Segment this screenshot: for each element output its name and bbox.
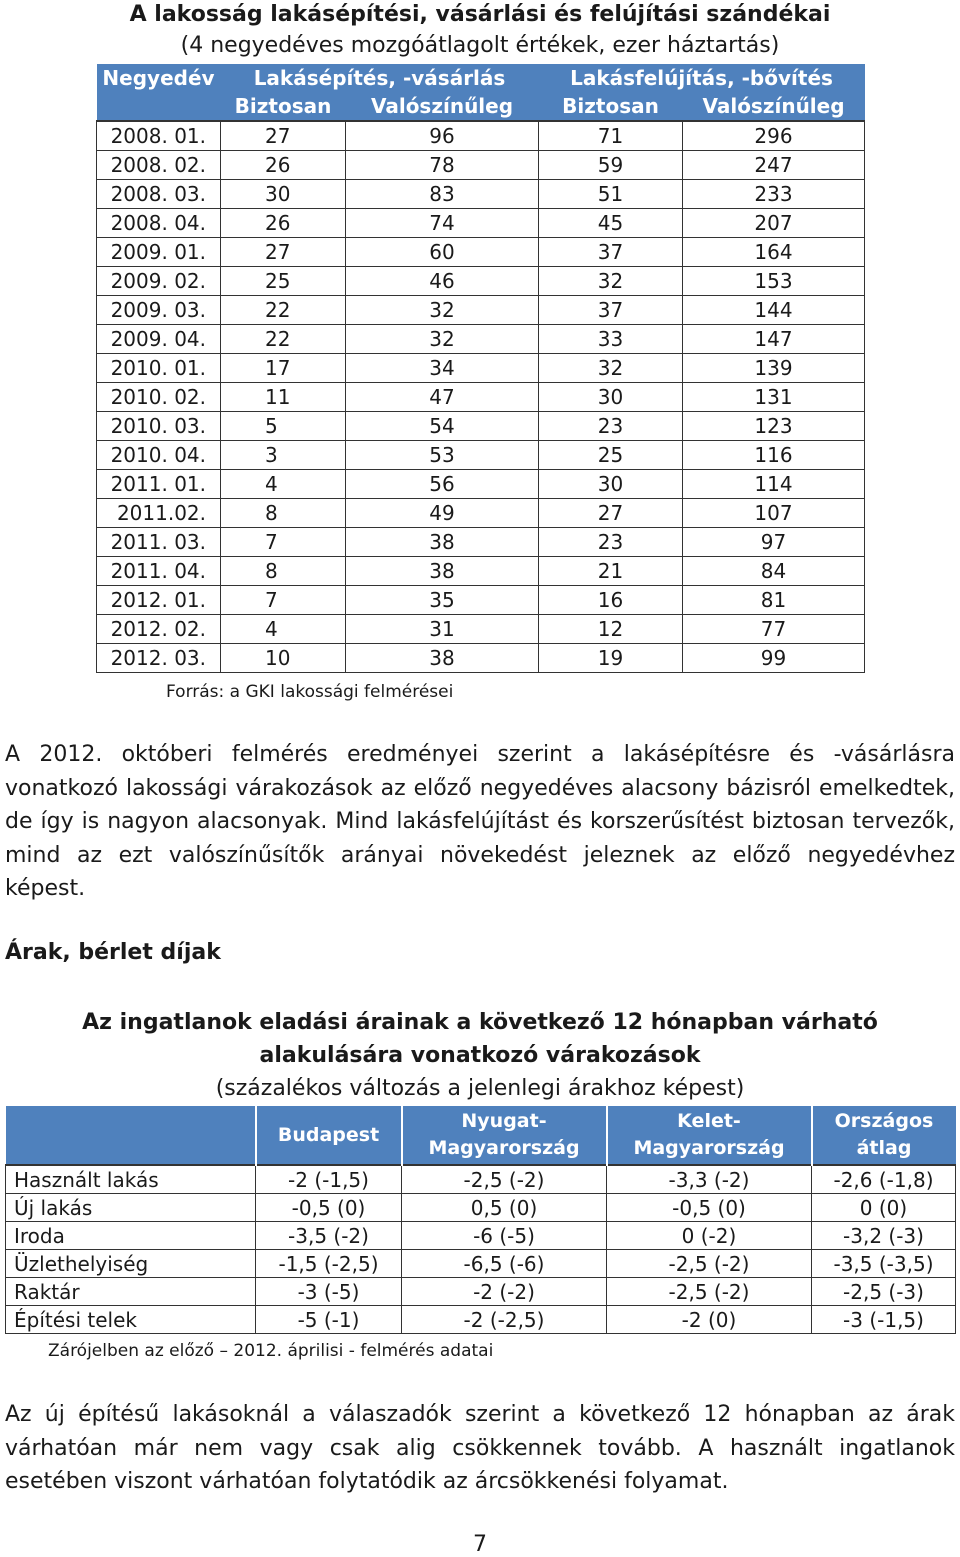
quarter-cell: 2011. 01. <box>97 470 221 499</box>
value-cell: 32 <box>346 296 539 325</box>
paragraph-1: A 2012. októberi felmérés eredményei szerint a lakásépítésre és -vásárlásra vonatkozó lakossági várakozások az előző negyedéves alacsony bázisról emelkedtek, de így is nagyon alacsonyak. Mind lakásfelújítást és korszerűsítést biztosan tervezők, mind az ezt valószínűsítők arányai növekedést jeleznek az előző negyedévhez képest. <box>5 742 955 901</box>
value-cell: 30 <box>539 383 683 412</box>
quarter-cell: 2011. 04. <box>97 557 221 586</box>
value-cell: 296 <box>683 121 865 151</box>
intentions-table-body <box>97 121 865 673</box>
table-row <box>97 499 865 528</box>
value-cell: 7 <box>221 586 346 615</box>
value-cell: 22 <box>221 296 346 325</box>
header-east: Kelet- Magyarország <box>607 1106 812 1165</box>
value-cell: 153 <box>683 267 865 296</box>
value-cell: 51 <box>539 180 683 209</box>
value-cell: 19 <box>539 644 683 673</box>
value-cell: -3 (-5) <box>256 1278 402 1306</box>
value-cell: 0 (0) <box>812 1194 956 1222</box>
value-cell: 84 <box>683 557 865 586</box>
quarter-cell: 2010. 02. <box>97 383 221 412</box>
table2-title-line3: (százalékos változás a jelenlegi árakhoz képest) <box>215 1076 745 1101</box>
value-cell: -2,5 (-3) <box>812 1278 956 1306</box>
value-cell: 30 <box>539 470 683 499</box>
table-row <box>6 1250 956 1278</box>
value-cell: 23 <box>539 412 683 441</box>
paragraph-2: Az új építésű lakásoknál a válaszadók szerint a következő 12 hónapban az árak várhatóan már nem vagy csak alig csökkennek tovább. A használt ingatlanok esetében viszont várhatóan folytatódik az árcsökkenési folyamat. <box>5 1402 955 1494</box>
quarter-cell: 2012. 01. <box>97 586 221 615</box>
value-cell: -3,5 (-2) <box>256 1222 402 1250</box>
quarter-cell: 2008. 01. <box>97 121 221 151</box>
table2-title-line1: Az ingatlanok eladási árainak a következő 12 hónapban várható <box>82 1010 878 1035</box>
value-cell: 147 <box>683 325 865 354</box>
value-cell: 5 <box>221 412 346 441</box>
price-table-body <box>6 1165 956 1334</box>
value-cell: 3 <box>221 441 346 470</box>
value-cell: -2,5 (-2) <box>402 1165 607 1194</box>
value-cell: 17 <box>221 354 346 383</box>
table-row <box>97 180 865 209</box>
header-quarter: Negyedév <box>97 64 221 121</box>
table2-title-line2: alakulására vonatkozó várakozások <box>259 1043 701 1068</box>
value-cell: 99 <box>683 644 865 673</box>
value-cell: 32 <box>539 267 683 296</box>
value-cell: 8 <box>221 499 346 528</box>
quarter-cell: 2011. 03. <box>97 528 221 557</box>
header-west: Nyugat- Magyarország <box>402 1106 607 1165</box>
value-cell: 38 <box>346 644 539 673</box>
value-cell: 77 <box>683 615 865 644</box>
value-cell: -0,5 (0) <box>607 1194 812 1222</box>
table1-source: Forrás: a GKI lakossági felmérései <box>166 682 454 702</box>
value-cell: 32 <box>539 354 683 383</box>
value-cell: 74 <box>346 209 539 238</box>
value-cell: 114 <box>683 470 865 499</box>
intentions-table <box>96 64 865 673</box>
value-cell: 96 <box>346 121 539 151</box>
value-cell: 27 <box>221 121 346 151</box>
table-row <box>97 238 865 267</box>
table-row <box>97 267 865 296</box>
quarter-cell: 2008. 02. <box>97 151 221 180</box>
value-cell: -3,2 (-3) <box>812 1222 956 1250</box>
header-budapest: Budapest <box>256 1106 402 1165</box>
table-row <box>6 1165 956 1194</box>
value-cell: 37 <box>539 238 683 267</box>
table-row <box>97 383 865 412</box>
value-cell: 38 <box>346 528 539 557</box>
table-row <box>97 209 865 238</box>
quarter-cell: 2008. 04. <box>97 209 221 238</box>
table-row <box>6 1222 956 1250</box>
value-cell: -1,5 (-2,5) <box>256 1250 402 1278</box>
value-cell: 11 <box>221 383 346 412</box>
value-cell: 78 <box>346 151 539 180</box>
header-national: Országos átlag <box>812 1106 956 1165</box>
value-cell: 123 <box>683 412 865 441</box>
value-cell: 27 <box>539 499 683 528</box>
header-group-construction: Lakásépítés, -vásárlás <box>221 64 539 92</box>
value-cell: 0 (-2) <box>607 1222 812 1250</box>
table-row <box>6 1278 956 1306</box>
property-type-cell: Üzlethelyiség <box>6 1250 256 1278</box>
quarter-cell: 2009. 01. <box>97 238 221 267</box>
table-row <box>97 441 865 470</box>
header-sub: Valószínűleg <box>683 92 865 121</box>
quarter-cell: 2008. 03. <box>97 180 221 209</box>
value-cell: 25 <box>539 441 683 470</box>
value-cell: 32 <box>346 325 539 354</box>
quarter-cell: 2011.02. <box>97 499 221 528</box>
value-cell: -3,5 (-3,5) <box>812 1250 956 1278</box>
value-cell: 207 <box>683 209 865 238</box>
property-type-cell: Raktár <box>6 1278 256 1306</box>
value-cell: -2,6 (-1,8) <box>812 1165 956 1194</box>
header-group-renovation: Lakásfelújítás, -bővítés <box>539 64 865 92</box>
value-cell: 7 <box>221 528 346 557</box>
value-cell: 38 <box>346 557 539 586</box>
table-row <box>97 644 865 673</box>
value-cell: -2,5 (-2) <box>607 1278 812 1306</box>
page-number: 7 <box>473 1532 487 1557</box>
value-cell: 23 <box>539 528 683 557</box>
value-cell: -2 (0) <box>607 1306 812 1334</box>
quarter-cell: 2010. 01. <box>97 354 221 383</box>
value-cell: 10 <box>221 644 346 673</box>
value-cell: 107 <box>683 499 865 528</box>
value-cell: 26 <box>221 151 346 180</box>
value-cell: 164 <box>683 238 865 267</box>
table-row <box>97 615 865 644</box>
value-cell: 59 <box>539 151 683 180</box>
value-cell: 54 <box>346 412 539 441</box>
value-cell: 16 <box>539 586 683 615</box>
value-cell: 4 <box>221 470 346 499</box>
value-cell: 139 <box>683 354 865 383</box>
table-row <box>97 470 865 499</box>
value-cell: 45 <box>539 209 683 238</box>
value-cell: 26 <box>221 209 346 238</box>
price-expectations-table <box>5 1106 956 1334</box>
value-cell: 116 <box>683 441 865 470</box>
header-sub: Valószínűleg <box>346 92 539 121</box>
quarter-cell: 2009. 02. <box>97 267 221 296</box>
value-cell: 56 <box>346 470 539 499</box>
value-cell: -6 (-5) <box>402 1222 607 1250</box>
value-cell: 60 <box>346 238 539 267</box>
value-cell: 71 <box>539 121 683 151</box>
value-cell: 8 <box>221 557 346 586</box>
value-cell: 49 <box>346 499 539 528</box>
property-type-cell: Használt lakás <box>6 1165 256 1194</box>
table1-subtitle: (4 negyedéves mozgóátlagolt értékek, ezer háztartás) <box>180 33 780 58</box>
quarter-cell: 2012. 02. <box>97 615 221 644</box>
value-cell: 0,5 (0) <box>402 1194 607 1222</box>
value-cell: -2 (-2) <box>402 1278 607 1306</box>
table2-note: Zárójelben az előző – 2012. áprilisi - felmérés adatai <box>48 1341 494 1361</box>
value-cell: 35 <box>346 586 539 615</box>
value-cell: -0,5 (0) <box>256 1194 402 1222</box>
quarter-cell: 2010. 04. <box>97 441 221 470</box>
value-cell: 12 <box>539 615 683 644</box>
value-cell: 31 <box>346 615 539 644</box>
header-sub: Biztosan <box>539 92 683 121</box>
quarter-cell: 2009. 04. <box>97 325 221 354</box>
table-row <box>97 528 865 557</box>
value-cell: -2,5 (-2) <box>607 1250 812 1278</box>
value-cell: 37 <box>539 296 683 325</box>
value-cell: 131 <box>683 383 865 412</box>
header-empty <box>6 1106 256 1165</box>
table-row <box>97 121 865 151</box>
table-row <box>97 557 865 586</box>
value-cell: 247 <box>683 151 865 180</box>
section-title: Árak, bérlet díjak <box>5 940 221 965</box>
value-cell: 4 <box>221 615 346 644</box>
table-row <box>97 151 865 180</box>
table1-title: A lakosság lakásépítési, vásárlási és felújítási szándékai <box>129 2 831 27</box>
value-cell: -3 (-1,5) <box>812 1306 956 1334</box>
value-cell: -2 (-1,5) <box>256 1165 402 1194</box>
value-cell: 34 <box>346 354 539 383</box>
value-cell: 30 <box>221 180 346 209</box>
value-cell: 33 <box>539 325 683 354</box>
value-cell: -5 (-1) <box>256 1306 402 1334</box>
property-type-cell: Iroda <box>6 1222 256 1250</box>
value-cell: 97 <box>683 528 865 557</box>
value-cell: 27 <box>221 238 346 267</box>
property-type-cell: Építési telek <box>6 1306 256 1334</box>
table-row <box>97 296 865 325</box>
table-row <box>97 325 865 354</box>
value-cell: 81 <box>683 586 865 615</box>
value-cell: -2 (-2,5) <box>402 1306 607 1334</box>
value-cell: -6,5 (-6) <box>402 1250 607 1278</box>
table-row <box>97 586 865 615</box>
table-row <box>97 412 865 441</box>
property-type-cell: Új lakás <box>6 1194 256 1222</box>
table-row <box>97 354 865 383</box>
value-cell: 21 <box>539 557 683 586</box>
table-row <box>6 1306 956 1334</box>
table-row <box>6 1194 956 1222</box>
header-sub: Biztosan <box>221 92 346 121</box>
value-cell: 47 <box>346 383 539 412</box>
value-cell: 144 <box>683 296 865 325</box>
value-cell: 25 <box>221 267 346 296</box>
value-cell: 83 <box>346 180 539 209</box>
value-cell: 233 <box>683 180 865 209</box>
quarter-cell: 2010. 03. <box>97 412 221 441</box>
quarter-cell: 2012. 03. <box>97 644 221 673</box>
value-cell: 53 <box>346 441 539 470</box>
value-cell: 22 <box>221 325 346 354</box>
value-cell: -3,3 (-2) <box>607 1165 812 1194</box>
quarter-cell: 2009. 03. <box>97 296 221 325</box>
value-cell: 46 <box>346 267 539 296</box>
